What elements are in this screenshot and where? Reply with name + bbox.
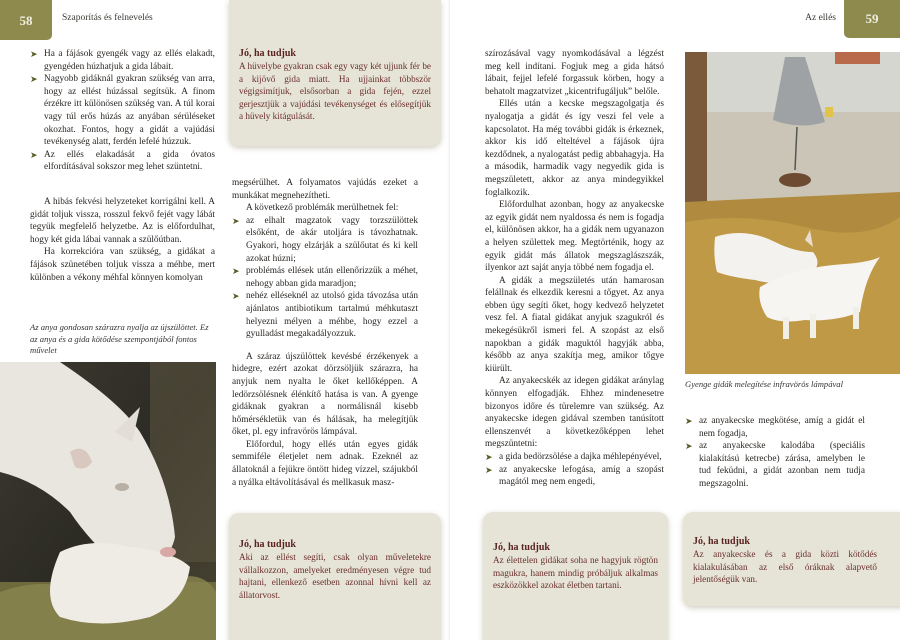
paragraph: A hibás fekvési helyzeteket korrigálni kell. A gidát toljuk vissza, rosszul fekvő fejét vagy lábát tegyük megfelelő helyzetbe. Az is előfordulhat, hogy két gida lábai vannak a szülőútban. — [30, 196, 215, 245]
paragraph: Előfordul, hogy ellés után egyes gidák semmiféle életjelet nem adnak. Ezeknél az állatoknál a fejükre öntött hideg vízzel, szájukból a nyálka eltávolításával és mellkasuk masz- — [232, 439, 418, 488]
list-item: ➤ az anyakecske lefogása, amíg a szopást magától meg nem engedi, — [485, 464, 664, 488]
photo-goat-licking-kid — [0, 362, 216, 640]
tip-box — [683, 512, 900, 606]
tip-box — [229, 513, 441, 640]
photo-caption: Gyenge gidák melegítése infravörös lámpával — [685, 379, 843, 389]
tip-box-title: Jó, ha tudjuk — [239, 539, 296, 550]
page-number: 59 — [865, 11, 879, 26]
goat-photo-image — [0, 362, 216, 640]
list-item: ➤ az anyakecske megkötése, amíg a gidát el nem fogadja, — [685, 416, 865, 439]
paragraph: A gidák a megszületés után hamarosan felállnak és elkezdik keresni a tőgyet. Az anya ebben úgy segíti őket, hogy kedvező helyzetet vesz fel. A fiatal gidákat anyjuk szagukról és mekegésükről ismeri fel. A szopást az első napokban a gidák maguktól hagyják abba, később az anya szakítja meg, amikor tőgye kiürült. — [485, 275, 664, 374]
list-item: ➤ Az ellés elakadását a gida óvatos elfordításával sokszor meg lehet szüntetni. — [30, 149, 215, 173]
paragraph: megsérülhet. A folyamatos vajúdás ezeket a munkákat megnehezítheti. — [232, 178, 418, 201]
arrowhead-bullet-icon: ➤ — [485, 452, 493, 462]
page-number-tab-right — [844, 0, 900, 38]
paragraph: Ha korrekcióra van szükség, a gidákat a fájások szünetében toljuk vissza a méhbe, mert különben a vékony méhfal könnyen komolyan — [30, 247, 215, 283]
list-item: ➤ az anyakecske kalodába (speciális kialakítású ketrecbe) zárása, amelyben le tud feküdni, a gidát azonban nem tudja megszagolni. — [685, 441, 865, 489]
right-page — [450, 0, 900, 640]
kids-photo-image — [685, 52, 900, 374]
bullet-list — [30, 48, 215, 174]
paragraph: A száraz újszülöttek kevésbé érzékenyek a hidegre, ezért azokat dörzsöljük szárazra, ha anyjuk nem nyalta le őket kellőképpen. A ledörzsölésnek élénkítő hatása is van. A gyenge gidáknak gyakran a normálisnál kisebb hőmérsékletük van és hálásak, ha melegítjük őket, pl. egy infravörös lámpával. — [232, 351, 418, 438]
running-head: Az ellés — [805, 13, 836, 23]
list-item: ➤ Ha a fájások gyengék vagy az ellés elakadt, gyengéden húzhatjuk a gida lábait. — [30, 49, 215, 72]
photo-caption: Az anya gondosan szárazra nyalja az újszülöttet. Ez az anya és a gida kötődése szempontjából fontos művelet — [30, 322, 209, 355]
list-item: ➤ nehéz elléseknél az utolsó gida távozása után ajánlatos antibiotikum tartalmú méhkutaszt helyezni mélyen a méhbe, hogy ezzel a gyulladást megakadályozzuk. — [232, 291, 418, 340]
arrowhead-bullet-icon: ➤ — [30, 149, 38, 160]
paragraph: Az anyakecskék az idegen gidákat aránylag könnyen elfogadják. Ehhez mindenesetre bizonyos időre és türelemre van szükség. Az anyakecske idegen gidával szemben tanúsított ellenszenvét a következőképpen lehet megszüntetni: — [485, 376, 664, 450]
list-item: ➤ az elhalt magzatok vagy torzszülöttek elsőként, de akár utoljára is távozhatnak. Gyakori, hogy elzárják a szülőutat és ki kell azokat húzni; — [232, 215, 418, 264]
arrowhead-bullet-icon: ➤ — [232, 215, 240, 226]
tip-box-text: Aki az ellést segíti, csak olyan műveletekre vállalkozzon, amelyeket eredményesen végre tud hajtani, ellenkező esetben azonnal hívni kell az állatorvost. — [239, 552, 431, 600]
bullet-list — [485, 451, 664, 489]
bullet-list — [685, 415, 865, 491]
arrowhead-bullet-icon: ➤ — [685, 441, 693, 452]
tip-box — [483, 512, 668, 640]
tip-box-title: Jó, ha tudjuk — [239, 48, 296, 59]
right-column-2 — [685, 415, 865, 491]
list-item: ➤ problémás ellések után ellenőrizzük a méhet, nehogy abban gida maradjon; — [232, 266, 418, 289]
paragraph: Ellés után a kecske megszagolgatja és nyalogatja a gidát és így veszi fel vele a kapcsolatot. Ha még további gidák is érkeznek, akkor kis idő elteltével a fájások újra kezdődnek, a nyalogatást pedig abbahagyja. Ha a második, harmadik vagy negyedik gida is megszületett, akkor az anya mindegyikkel foglalkozik. — [485, 99, 664, 198]
list-item: ➤ Nagyobb gidáknál gyakran szükség van arra, hogy az ellést húzással segítsük. A finom érzékre itt különösen szükség van. A túl korai vagy túl erős húzás az anyában sérüléseket okozhat. Fontos, hogy a gidát a vajúdási tevékenység alatt, ferdén lefelé húzzuk. — [30, 74, 215, 148]
arrowhead-bullet-icon: ➤ — [485, 464, 493, 475]
arrowhead-bullet-icon: ➤ — [232, 291, 240, 302]
arrowhead-bullet-icon: ➤ — [685, 416, 693, 426]
page-number-tab-left — [0, 0, 52, 40]
left-column-2 — [232, 177, 418, 489]
photo-kids-under-heat-lamp — [685, 52, 900, 374]
arrowhead-bullet-icon: ➤ — [30, 74, 38, 85]
bullet-list — [232, 215, 418, 341]
paragraph: A következő problémák merülhetnek fel: — [246, 203, 399, 214]
paragraph: Előfordulhat azonban, hogy az anyakecske az egyik gidát nem nyaldossa és nem is fogadja el, különösen akkor, ha a gidák nem ugyanazon a helyen születtek meg. Megtörténik, hogy az egyik gidát más állatok megszaglászszák, ilyenkor azt saját anyja többé nem fogadja el. — [485, 200, 664, 274]
arrowhead-bullet-icon: ➤ — [30, 49, 38, 59]
right-column-1 — [485, 48, 664, 489]
paragraph: szírozásával vagy nyomkodásával a légzést meg kell indítani. Fogjuk meg a gida hátsó lábait, fejjel lefelé forgassuk körben, hogy a behatolt magzatvizet „kicentrifugáljuk” belőle. — [485, 49, 664, 97]
page-number: 58 — [19, 13, 33, 28]
tip-box-text: Az élettelen gidákat soha ne hagyjuk rögtön magukra, hanem mindig próbáljuk alkalmas eszközökkel azokat életben tartani. — [493, 555, 658, 591]
tip-box-title: Jó, ha tudjuk — [493, 542, 550, 553]
tip-box-text: Az anyakecske és a gida közti kötődés kialakulásában az első óráknak alapvető jelentőségük van. — [693, 549, 877, 585]
tip-box-text: A hüvelybe gyakran csak egy vagy két ujjunk fér be a kijövő gida miatt. Ha ujjainkat többször végigsimítjuk, elsősorban a gida fején, ezzel gerjesztjük a vajúdási tevékenységet és elősegítjük a hüvely kitágulását. — [239, 61, 431, 122]
tip-box-title: Jó, ha tudjuk — [693, 536, 750, 547]
running-head: Szaporítás és felnevelés — [62, 13, 153, 23]
tip-box — [229, 0, 441, 146]
arrowhead-bullet-icon: ➤ — [232, 266, 240, 277]
list-item: ➤ a gida bedörzsölése a dajka méhlepényével, — [485, 452, 662, 462]
left-column-1 — [30, 48, 215, 284]
